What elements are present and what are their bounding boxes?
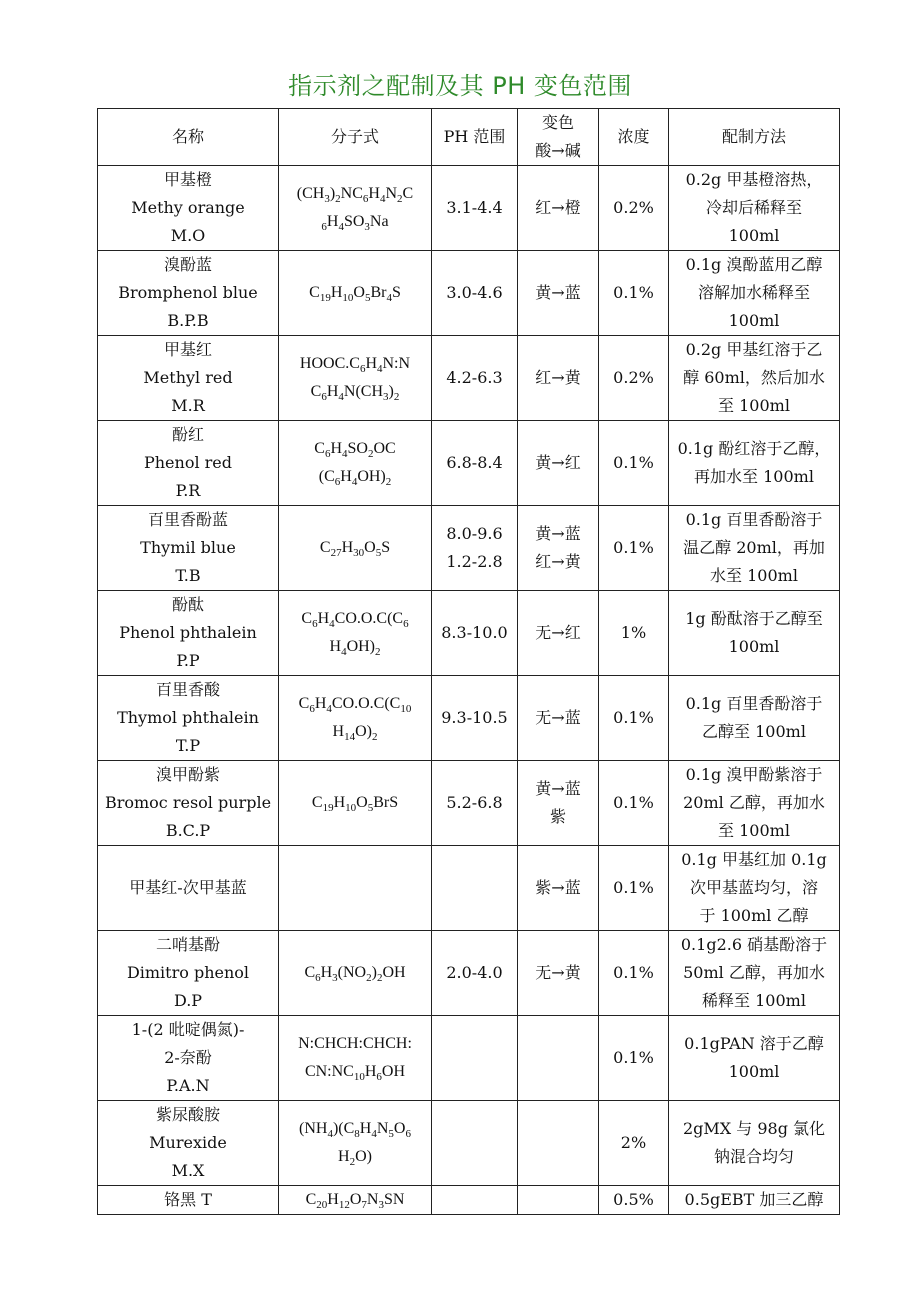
method-cell (669, 931, 840, 1016)
ph-range-cell (432, 336, 518, 421)
method-cell-line: 温乙醇 20ml，再加 (683, 538, 825, 557)
formula-cell: $C_{19}H_{10}O_5Br_4S$ (279, 251, 432, 336)
concentration-cell (599, 421, 669, 506)
color-change-cell-line: 黄→蓝 (535, 779, 581, 798)
indicator-name-cell (98, 1101, 279, 1186)
concentration-cell (599, 1186, 669, 1215)
ph-range-cell (432, 506, 518, 591)
concentration-cell (599, 166, 669, 251)
header-color-line2: 酸→碱 (535, 141, 581, 160)
color-change-cell-line: 红→黄 (535, 552, 581, 571)
indicator-name-cell (98, 336, 279, 421)
ph-range-cell (432, 1016, 518, 1101)
method-cell (669, 846, 840, 931)
indicator-name-cell-line: Methyl red (143, 368, 233, 387)
formula-cell: $C_{20}H_{12}O_7N_3SN$ (279, 1186, 432, 1215)
method-cell-line: 0.5gEBT 加三乙醇 (684, 1190, 824, 1209)
table-row (98, 421, 840, 506)
indicator-name-cell (98, 166, 279, 251)
color-change-cell (518, 676, 599, 761)
table-row (98, 166, 840, 251)
color-change-cell-line: 无→黄 (535, 963, 581, 982)
indicator-name-cell (98, 931, 279, 1016)
ph-range-cell (432, 761, 518, 846)
indicator-name-cell-line: Phenol phthalein (119, 623, 257, 642)
indicator-name-cell-line: P.A.N (166, 1076, 210, 1095)
method-cell-line: 稀释至 100ml (702, 991, 806, 1010)
concentration-cell-line: 0.1% (613, 453, 654, 472)
concentration-cell (599, 251, 669, 336)
method-cell-line: 乙醇至 100ml (702, 722, 806, 741)
header-method: 配制方法 (669, 109, 840, 166)
method-cell (669, 506, 840, 591)
indicator-name-cell-line: 酚酞 (171, 595, 204, 614)
method-cell-line: 50ml 乙醇，再加水 (683, 963, 825, 982)
indicator-name-cell-line: 甲基橙 (163, 170, 212, 189)
method-cell-line: 0.1g2.6 硝基酚溶于 (680, 935, 828, 954)
concentration-cell-line: 0.1% (613, 1048, 654, 1067)
method-cell-line: 至 100ml (718, 821, 790, 840)
color-change-cell (518, 1186, 599, 1215)
method-cell-line: 0.1g 甲基红加 0.1g (681, 850, 827, 869)
method-cell (669, 336, 840, 421)
ph-range-cell-line: 5.2-6.8 (446, 793, 503, 812)
table-row (98, 1016, 840, 1101)
concentration-cell (599, 591, 669, 676)
concentration-cell (599, 1016, 669, 1101)
method-cell-line: 100ml (728, 311, 780, 330)
table-row (98, 761, 840, 846)
formula-cell: $C_6H_4CO.O.C(C_6$ $H_4OH)_2$ (279, 591, 432, 676)
header-formula: 分子式 (279, 109, 432, 166)
color-change-cell (518, 846, 599, 931)
indicator-name-cell-line: Methy orange (131, 198, 245, 217)
formula-cell: $HOOC.C_6H_4N:N$ $C_6H_4N(CH_3)_2$ (279, 336, 432, 421)
table-row (98, 931, 840, 1016)
indicator-name-cell-line: T.P (175, 736, 201, 755)
formula-cell: $C_{27}H_{30}O_5S$ (279, 506, 432, 591)
color-change-cell (518, 166, 599, 251)
concentration-cell (599, 846, 669, 931)
color-change-cell-line: 黄→蓝 (535, 524, 581, 543)
color-change-cell-line: 紫→蓝 (535, 878, 581, 897)
table-row (98, 1186, 840, 1215)
method-cell-line: 0.1g 百里香酚溶于 (685, 694, 823, 713)
indicator-name-cell-line: 百里香酚蓝 (147, 510, 228, 529)
method-cell-line: 0.1g 酚红溶于乙醇， (677, 439, 831, 458)
method-cell-line: 水至 100ml (710, 566, 798, 585)
indicator-table (97, 108, 840, 1215)
ph-range-cell (432, 166, 518, 251)
table-row (98, 676, 840, 761)
concentration-cell-line: 0.1% (613, 878, 654, 897)
table-row (98, 591, 840, 676)
ph-range-cell (432, 1101, 518, 1186)
indicator-name-cell (98, 676, 279, 761)
color-change-cell-line: 紫 (549, 807, 566, 826)
method-cell-line: 0.2g 甲基红溶于乙 (685, 340, 823, 359)
indicator-name-cell-line: 铬黑 T (164, 1190, 212, 1209)
indicator-name-cell-line: Dimitro phenol (126, 963, 250, 982)
concentration-cell-line: 0.1% (613, 708, 654, 727)
concentration-cell (599, 931, 669, 1016)
concentration-cell (599, 336, 669, 421)
ph-range-cell-line: 1.2-2.8 (446, 552, 503, 571)
method-cell (669, 1186, 840, 1215)
indicator-name-cell-line: P.R (175, 481, 201, 500)
method-cell-line: 0.1g 百里香酚溶于 (685, 510, 823, 529)
method-cell-line: 至 100ml (718, 396, 790, 415)
method-cell (669, 761, 840, 846)
indicator-name-cell-line: 二哨基酚 (155, 935, 220, 954)
ph-range-cell (432, 846, 518, 931)
header-concentration: 浓度 (599, 109, 669, 166)
ph-range-cell-line: 4.2-6.3 (446, 368, 503, 387)
ph-range-cell-line: 8.3-10.0 (441, 623, 508, 642)
method-cell-line: 溶解加水稀释至 (697, 283, 810, 302)
indicator-name-cell (98, 591, 279, 676)
header-color-change (518, 109, 599, 166)
ph-range-cell (432, 251, 518, 336)
page-title: 指示剂之配制及其 PH 变色范围 (288, 72, 632, 100)
indicator-name-cell-line: Thymol phthalein (117, 708, 259, 727)
concentration-cell-line: 0.2% (613, 198, 654, 217)
concentration-cell (599, 1101, 669, 1186)
concentration-cell-line: 0.1% (613, 538, 654, 557)
color-change-cell-line: 黄→红 (535, 453, 581, 472)
method-cell-line: 醇 60ml，然后加水 (683, 368, 825, 387)
concentration-cell-line: 0.1% (613, 963, 654, 982)
formula-cell: N:CHCH:CHCH: $CN:NC_{10}H_6OH$ (279, 1016, 432, 1101)
header-ph-range: PH 范围 (432, 109, 518, 166)
indicator-name-cell-line: 甲基红-次甲基蓝 (129, 878, 247, 897)
table-row (98, 251, 840, 336)
concentration-cell (599, 676, 669, 761)
method-cell-line: 20ml 乙醇，再加水 (683, 793, 825, 812)
indicator-name-cell-line: P.P (176, 651, 200, 670)
concentration-cell-line: 0.1% (613, 283, 654, 302)
color-change-cell-line: 无→蓝 (535, 708, 581, 727)
method-cell (669, 251, 840, 336)
concentration-cell-line: 0.1% (613, 793, 654, 812)
method-cell-line: 0.1gPAN 溶于乙醇 (684, 1034, 824, 1053)
indicator-name-cell-line: Thymil blue (140, 538, 236, 557)
ph-range-cell (432, 931, 518, 1016)
indicator-name-cell-line: B.C.P (165, 821, 211, 840)
indicator-name-cell-line: 2-奈酚 (164, 1048, 212, 1067)
method-cell (669, 676, 840, 761)
header-color-line1: 变色 (541, 113, 574, 132)
indicator-name-cell-line: 溴甲酚紫 (155, 765, 220, 784)
indicator-name-cell-line: 甲基红 (163, 340, 212, 359)
method-cell-line: 再加水至 100ml (694, 467, 814, 486)
indicator-name-cell-line: 百里香酸 (155, 680, 220, 699)
indicator-name-cell-line: 酚红 (171, 425, 204, 444)
table-row (98, 1101, 840, 1186)
indicator-name-cell-line: D.P (173, 991, 203, 1010)
method-cell-line: 100ml (728, 637, 780, 656)
concentration-cell (599, 506, 669, 591)
indicator-name-cell (98, 421, 279, 506)
indicator-name-cell-line: 1-(2 吡啶偶氮)- (131, 1020, 245, 1039)
color-change-cell (518, 336, 599, 421)
ph-range-cell-line: 2.0-4.0 (446, 963, 503, 982)
method-cell-line: 钠混合均匀 (713, 1147, 794, 1166)
method-cell (669, 591, 840, 676)
color-change-cell-line: 红→黄 (535, 368, 581, 387)
indicator-name-cell (98, 846, 279, 931)
header-row (98, 109, 840, 166)
concentration-cell-line: 1% (620, 623, 647, 642)
ph-range-cell (432, 591, 518, 676)
header-name: 名称 (98, 109, 279, 166)
ph-range-cell (432, 421, 518, 506)
indicator-name-cell-line: 紫尿酸胺 (155, 1105, 220, 1124)
ph-range-cell (432, 1186, 518, 1215)
method-cell-line: 0.1g 溴甲酚紫溶于 (685, 765, 823, 784)
method-cell (669, 166, 840, 251)
color-change-cell-line: 红→橙 (535, 198, 581, 217)
indicator-name-cell (98, 506, 279, 591)
color-change-cell (518, 506, 599, 591)
method-cell (669, 1101, 840, 1186)
ph-range-cell-line: 6.8-8.4 (446, 453, 503, 472)
concentration-cell-line: 2% (620, 1133, 647, 1152)
table-body (98, 166, 840, 1215)
method-cell-line: 2gMX 与 98g 氯化 (682, 1119, 826, 1138)
ph-range-cell-line: 3.0-4.6 (446, 283, 503, 302)
indicator-name-cell (98, 1016, 279, 1101)
method-cell (669, 421, 840, 506)
method-cell-line: 0.2g 甲基橙溶热， (685, 170, 823, 189)
formula-cell: $C_6H_4SO_2OC$ $(C_6H_4OH)_2$ (279, 421, 432, 506)
formula-cell: $C_6H_4CO.O.C(C_{10}$ $H_{14}O)_2$ (279, 676, 432, 761)
ph-range-cell (432, 676, 518, 761)
table-row (98, 846, 840, 931)
color-change-cell (518, 931, 599, 1016)
concentration-cell (599, 761, 669, 846)
method-cell-line: 于 100ml 乙醇 (699, 906, 809, 925)
indicator-name-cell-line: 溴酚蓝 (163, 255, 212, 274)
indicator-name-cell-line: Phenol red (143, 453, 233, 472)
formula-cell: $C_6H_3(NO_2)_2OH$ (279, 931, 432, 1016)
indicator-name-cell-line: Bromphenol blue (118, 283, 258, 302)
concentration-cell-line: 0.5% (613, 1190, 654, 1209)
indicator-name-cell-line: Bromoc resol purple (104, 793, 272, 812)
method-cell-line: 100ml (728, 226, 780, 245)
color-change-cell-line: 黄→蓝 (535, 283, 581, 302)
indicator-name-cell-line: M.X (171, 1161, 205, 1180)
indicator-name-cell (98, 251, 279, 336)
ph-range-cell-line: 8.0-9.6 (446, 524, 503, 543)
method-cell-line: 0.1g 溴酚蓝用乙醇 (685, 255, 823, 274)
indicator-name-cell-line: M.R (171, 396, 205, 415)
indicator-name-cell-line: B.P.B (167, 311, 209, 330)
table-row (98, 336, 840, 421)
indicator-name-cell (98, 1186, 279, 1215)
method-cell-line: 100ml (728, 1062, 780, 1081)
color-change-cell (518, 591, 599, 676)
ph-range-cell-line: 9.3-10.5 (441, 708, 508, 727)
formula-cell: $(CH_3)_2NC_6H_4N_2C$ $_6H_4SO_3Na$ (279, 166, 432, 251)
formula-cell: $C_{19}H_{10}O_5BrS$ (279, 761, 432, 846)
indicator-name-cell-line: M.O (170, 226, 206, 245)
color-change-cell (518, 251, 599, 336)
table-row (98, 506, 840, 591)
indicator-name-cell (98, 761, 279, 846)
method-cell (669, 1016, 840, 1101)
indicator-name-cell-line: T.B (175, 566, 201, 585)
color-change-cell (518, 1101, 599, 1186)
method-cell-line: 冷却后稀释至 (705, 198, 802, 217)
color-change-cell (518, 1016, 599, 1101)
ph-range-cell-line: 3.1-4.4 (446, 198, 503, 217)
color-change-cell (518, 421, 599, 506)
color-change-cell-line: 无→红 (535, 623, 581, 642)
indicator-name-cell-line: Murexide (149, 1133, 227, 1152)
method-cell-line: 次甲基蓝均匀，溶 (689, 878, 818, 897)
concentration-cell-line: 0.2% (613, 368, 654, 387)
method-cell-line: 1g 酚酞溶于乙醇至 (685, 609, 823, 628)
formula-cell: $(NH_4)(C_8H_4N_5O_6$ $H_2O$) (279, 1101, 432, 1186)
formula-cell (279, 846, 432, 931)
color-change-cell (518, 761, 599, 846)
